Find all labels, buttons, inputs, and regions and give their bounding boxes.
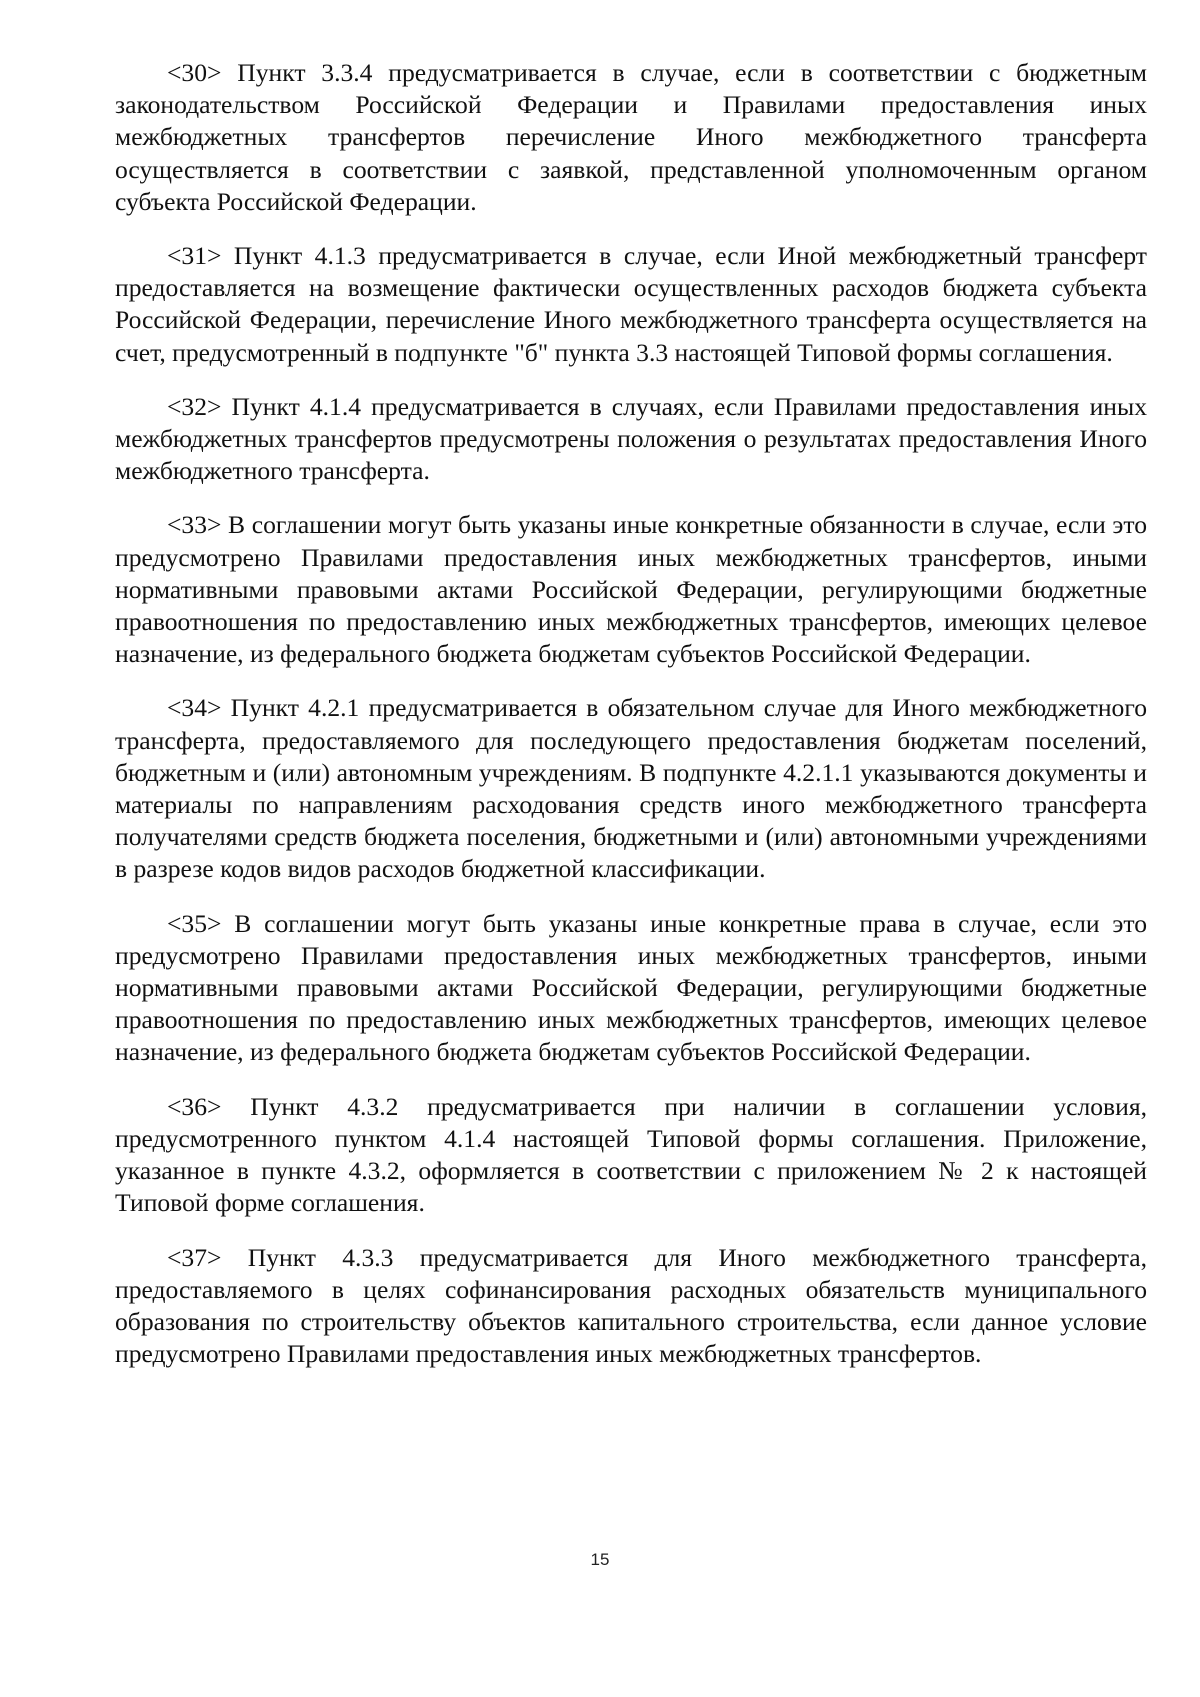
- footnote-paragraph-37: <37> Пункт 4.3.3 предусматривается для Иного межбюджетного трансферта, предоставляемого в целях софинансирования расходных обязательств муниципального образования по строительству объектов капитального строительства, если данное условие предусмотрено Правилами предоставления иных межбюджетных трансфертов.: [115, 1242, 1147, 1369]
- footnote-paragraph-32: <32> Пункт 4.1.4 предусматривается в случаях, если Правилами предоставления иных межбюджетных трансфертов предусмотрены положения о результатах предоставления Иного межбюджетного трансферта.: [115, 391, 1147, 486]
- footnote-paragraph-30: <30> Пункт 3.3.4 предусматривается в случае, если в соответствии с бюджетным законодательством Российской Федерации и Правилами предоставления иных межбюджетных трансфертов перечисление Иного межбюджетного трансферта осуществляется в соответствии с заявкой, представленной уполномоченным органом субъекта Российской Федерации.: [115, 58, 1147, 216]
- footnote-paragraph-35: <35> В соглашении могут быть указаны иные конкретные права в случае, если это предусмотрено Правилами предоставления иных межбюджетных трансфертов, иными нормативными правовыми актами Российской Федерации, регулирующими бюджетные правоотношения по предоставлению иных межбюджетных трансфертов, имеющих целевое назначение, из федерального бюджета бюджетам субъектов Российской Федерации.: [115, 908, 1147, 1067]
- document-body: [115, 57, 1147, 1392]
- footnote-paragraph-36: <36> Пункт 4.3.2 предусматривается при наличии в соглашении условия, предусмотренного пунктом 4.1.4 настоящей Типовой формы соглашения. Приложение, указанное в пункте 4.3.2, оформляется в соответствии с приложением № 2 к настоящей Типовой форме соглашения.: [115, 1091, 1147, 1218]
- page-number: 15: [590, 1550, 610, 1569]
- footnote-paragraph-31: <31> Пункт 4.1.3 предусматривается в случае, если Иной межбюджетный трансферт предоставляется на возмещение фактически осуществленных расходов бюджета субъекта Российской Федерации, перечисление Иного межбюджетного трансферта осуществляется на счет, предусмотренный в подпункте "б" пункта 3.3 настоящей Типовой формы соглашения.: [115, 241, 1147, 367]
- footnote-paragraph-33: <33> В соглашении могут быть указаны иные конкретные обязанности в случае, если это предусмотрено Правилами предоставления иных межбюджетных трансфертов, иными нормативными правовыми актами Российской Федерации, регулирующими бюджетные правоотношения по предоставлению иных межбюджетных трансфертов, имеющих целевое назначение, из федерального бюджета бюджетам субъектов Российской Федерации.: [115, 510, 1147, 669]
- footnote-paragraph-34: <34> Пункт 4.2.1 предусматривается в обязательном случае для Иного межбюджетного трансферта, предоставляемого для последующего предоставления бюджетам поселений, бюджетным и (или) автономным учреждениям. В подпункте 4.2.1.1 указываются документы и материалы по направлениям расходования средств иного межбюджетного трансферта получателями средств бюджета поселения, бюджетными и (или) автономными учреждениями в разрезе кодов видов расходов бюджетной классификации.: [115, 693, 1147, 884]
